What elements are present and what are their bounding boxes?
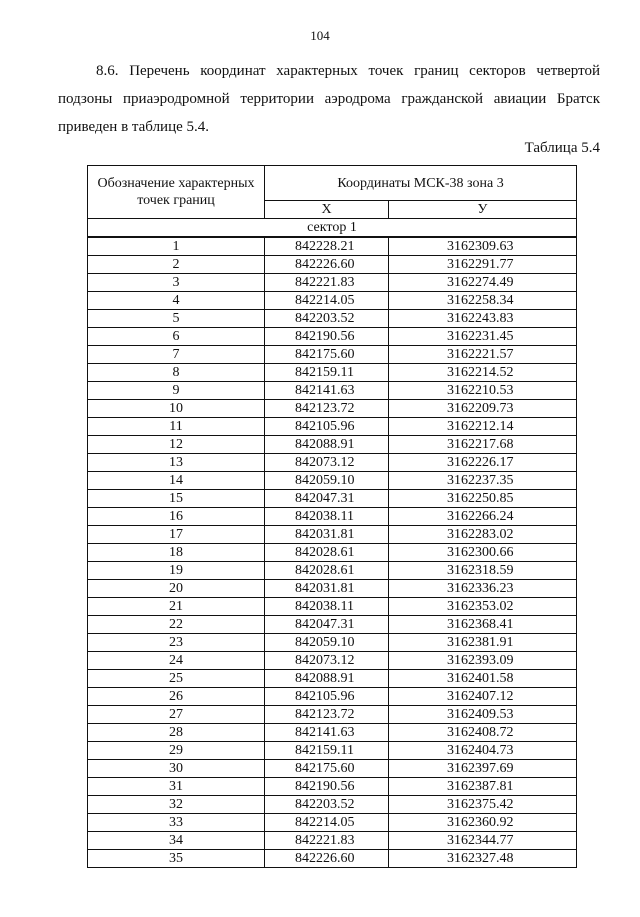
cell-y: 3162209.73 bbox=[389, 400, 577, 418]
table-row bbox=[88, 544, 577, 562]
table-row bbox=[88, 598, 577, 616]
cell-point: 33 bbox=[88, 814, 265, 832]
table-row bbox=[88, 400, 577, 418]
table-row bbox=[88, 832, 577, 850]
cell-x: 842047.31 bbox=[265, 490, 389, 508]
cell-y: 3162274.49 bbox=[389, 274, 577, 292]
table-row bbox=[88, 688, 577, 706]
table-row bbox=[88, 796, 577, 814]
table-row bbox=[88, 292, 577, 310]
cell-point: 23 bbox=[88, 634, 265, 652]
table-row bbox=[88, 418, 577, 436]
cell-x: 842028.61 bbox=[265, 544, 389, 562]
cell-y: 3162360.92 bbox=[389, 814, 577, 832]
cell-y: 3162408.72 bbox=[389, 724, 577, 742]
cell-x: 842228.21 bbox=[265, 237, 389, 256]
table-row bbox=[88, 454, 577, 472]
cell-y: 3162212.14 bbox=[389, 418, 577, 436]
table-row bbox=[88, 382, 577, 400]
table-row bbox=[88, 652, 577, 670]
cell-x: 842059.10 bbox=[265, 634, 389, 652]
cell-point: 25 bbox=[88, 670, 265, 688]
cell-x: 842059.10 bbox=[265, 472, 389, 490]
cell-point: 3 bbox=[88, 274, 265, 292]
sector-title: сектор 1 bbox=[88, 219, 577, 238]
coordinates-table bbox=[87, 165, 577, 868]
cell-y: 3162381.91 bbox=[389, 634, 577, 652]
cell-y: 3162210.53 bbox=[389, 382, 577, 400]
cell-y: 3162407.12 bbox=[389, 688, 577, 706]
cell-y: 3162353.02 bbox=[389, 598, 577, 616]
cell-point: 31 bbox=[88, 778, 265, 796]
cell-point: 35 bbox=[88, 850, 265, 868]
intro-paragraph: 8.6. Перечень координат характерных точек границ секторов четвертой подзоны приаэродромной территории аэродрома гражданской авиации Братск приведен в таблице 5.4. bbox=[58, 63, 600, 135]
cell-point: 5 bbox=[88, 310, 265, 328]
table-row bbox=[88, 472, 577, 490]
cell-point: 22 bbox=[88, 616, 265, 634]
cell-point: 17 bbox=[88, 526, 265, 544]
table-row bbox=[88, 364, 577, 382]
cell-y: 3162409.53 bbox=[389, 706, 577, 724]
cell-y: 3162300.66 bbox=[389, 544, 577, 562]
table-row bbox=[88, 850, 577, 868]
cell-x: 842226.60 bbox=[265, 256, 389, 274]
cell-y: 3162231.45 bbox=[389, 328, 577, 346]
header-designation: Обозначение характерных точек границ bbox=[88, 166, 265, 219]
cell-point: 21 bbox=[88, 598, 265, 616]
cell-point: 28 bbox=[88, 724, 265, 742]
table-caption: Таблица 5.4 bbox=[524, 140, 600, 156]
cell-x: 842038.11 bbox=[265, 508, 389, 526]
table-row bbox=[88, 562, 577, 580]
cell-x: 842190.56 bbox=[265, 328, 389, 346]
cell-y: 3162327.48 bbox=[389, 850, 577, 868]
cell-point: 8 bbox=[88, 364, 265, 382]
cell-x: 842123.72 bbox=[265, 400, 389, 418]
cell-y: 3162258.34 bbox=[389, 292, 577, 310]
cell-point: 2 bbox=[88, 256, 265, 274]
table-row bbox=[88, 526, 577, 544]
sector-row bbox=[88, 219, 577, 238]
cell-x: 842038.11 bbox=[265, 598, 389, 616]
cell-y: 3162237.35 bbox=[389, 472, 577, 490]
cell-y: 3162266.24 bbox=[389, 508, 577, 526]
cell-y: 3162375.42 bbox=[389, 796, 577, 814]
cell-x: 842221.83 bbox=[265, 832, 389, 850]
table-row bbox=[88, 760, 577, 778]
cell-y: 3162387.81 bbox=[389, 778, 577, 796]
cell-x: 842203.52 bbox=[265, 796, 389, 814]
cell-y: 3162283.02 bbox=[389, 526, 577, 544]
cell-point: 34 bbox=[88, 832, 265, 850]
table-row bbox=[88, 814, 577, 832]
table-row bbox=[88, 508, 577, 526]
cell-x: 842221.83 bbox=[265, 274, 389, 292]
table-row bbox=[88, 346, 577, 364]
cell-point: 30 bbox=[88, 760, 265, 778]
table-row bbox=[88, 274, 577, 292]
cell-point: 19 bbox=[88, 562, 265, 580]
cell-y: 3162404.73 bbox=[389, 742, 577, 760]
table-row bbox=[88, 237, 577, 256]
cell-point: 20 bbox=[88, 580, 265, 598]
header-x: X bbox=[265, 201, 389, 219]
table-row bbox=[88, 436, 577, 454]
cell-x: 842141.63 bbox=[265, 724, 389, 742]
page-number: 104 bbox=[310, 28, 330, 43]
table-row bbox=[88, 634, 577, 652]
cell-x: 842047.31 bbox=[265, 616, 389, 634]
cell-x: 842088.91 bbox=[265, 670, 389, 688]
cell-point: 18 bbox=[88, 544, 265, 562]
cell-point: 16 bbox=[88, 508, 265, 526]
cell-x: 842073.12 bbox=[265, 454, 389, 472]
cell-point: 15 bbox=[88, 490, 265, 508]
cell-y: 3162368.41 bbox=[389, 616, 577, 634]
cell-x: 842159.11 bbox=[265, 364, 389, 382]
header-y: У bbox=[389, 201, 577, 219]
cell-y: 3162243.83 bbox=[389, 310, 577, 328]
table-row bbox=[88, 742, 577, 760]
cell-y: 3162250.85 bbox=[389, 490, 577, 508]
cell-x: 842203.52 bbox=[265, 310, 389, 328]
cell-y: 3162291.77 bbox=[389, 256, 577, 274]
cell-x: 842214.05 bbox=[265, 292, 389, 310]
cell-x: 842159.11 bbox=[265, 742, 389, 760]
cell-x: 842123.72 bbox=[265, 706, 389, 724]
cell-point: 12 bbox=[88, 436, 265, 454]
table-row bbox=[88, 490, 577, 508]
cell-point: 24 bbox=[88, 652, 265, 670]
cell-x: 842175.60 bbox=[265, 346, 389, 364]
cell-point: 14 bbox=[88, 472, 265, 490]
cell-point: 7 bbox=[88, 346, 265, 364]
cell-x: 842105.96 bbox=[265, 688, 389, 706]
table-header bbox=[88, 166, 577, 219]
table-row bbox=[88, 778, 577, 796]
cell-point: 13 bbox=[88, 454, 265, 472]
cell-point: 6 bbox=[88, 328, 265, 346]
cell-y: 3162336.23 bbox=[389, 580, 577, 598]
cell-point: 10 bbox=[88, 400, 265, 418]
cell-point: 26 bbox=[88, 688, 265, 706]
cell-point: 9 bbox=[88, 382, 265, 400]
cell-point: 27 bbox=[88, 706, 265, 724]
cell-y: 3162221.57 bbox=[389, 346, 577, 364]
cell-x: 842031.81 bbox=[265, 526, 389, 544]
table-row bbox=[88, 706, 577, 724]
cell-x: 842141.63 bbox=[265, 382, 389, 400]
cell-x: 842073.12 bbox=[265, 652, 389, 670]
cell-x: 842031.81 bbox=[265, 580, 389, 598]
cell-point: 11 bbox=[88, 418, 265, 436]
cell-x: 842175.60 bbox=[265, 760, 389, 778]
cell-y: 3162214.52 bbox=[389, 364, 577, 382]
cell-y: 3162226.17 bbox=[389, 454, 577, 472]
table-row bbox=[88, 310, 577, 328]
cell-y: 3162318.59 bbox=[389, 562, 577, 580]
cell-x: 842088.91 bbox=[265, 436, 389, 454]
header-coordinates: Координаты МСК-38 зона 3 bbox=[265, 166, 577, 201]
table-row bbox=[88, 580, 577, 598]
cell-y: 3162401.58 bbox=[389, 670, 577, 688]
cell-x: 842226.60 bbox=[265, 850, 389, 868]
cell-point: 1 bbox=[88, 237, 265, 256]
cell-x: 842190.56 bbox=[265, 778, 389, 796]
cell-x: 842105.96 bbox=[265, 418, 389, 436]
table-row bbox=[88, 616, 577, 634]
cell-y: 3162397.69 bbox=[389, 760, 577, 778]
cell-x: 842214.05 bbox=[265, 814, 389, 832]
cell-y: 3162217.68 bbox=[389, 436, 577, 454]
table-row bbox=[88, 670, 577, 688]
cell-y: 3162309.63 bbox=[389, 237, 577, 256]
table-row bbox=[88, 256, 577, 274]
cell-point: 4 bbox=[88, 292, 265, 310]
table-row bbox=[88, 724, 577, 742]
cell-point: 32 bbox=[88, 796, 265, 814]
cell-point: 29 bbox=[88, 742, 265, 760]
cell-x: 842028.61 bbox=[265, 562, 389, 580]
cell-y: 3162393.09 bbox=[389, 652, 577, 670]
table-body bbox=[88, 219, 577, 868]
table-row bbox=[88, 328, 577, 346]
cell-y: 3162344.77 bbox=[389, 832, 577, 850]
